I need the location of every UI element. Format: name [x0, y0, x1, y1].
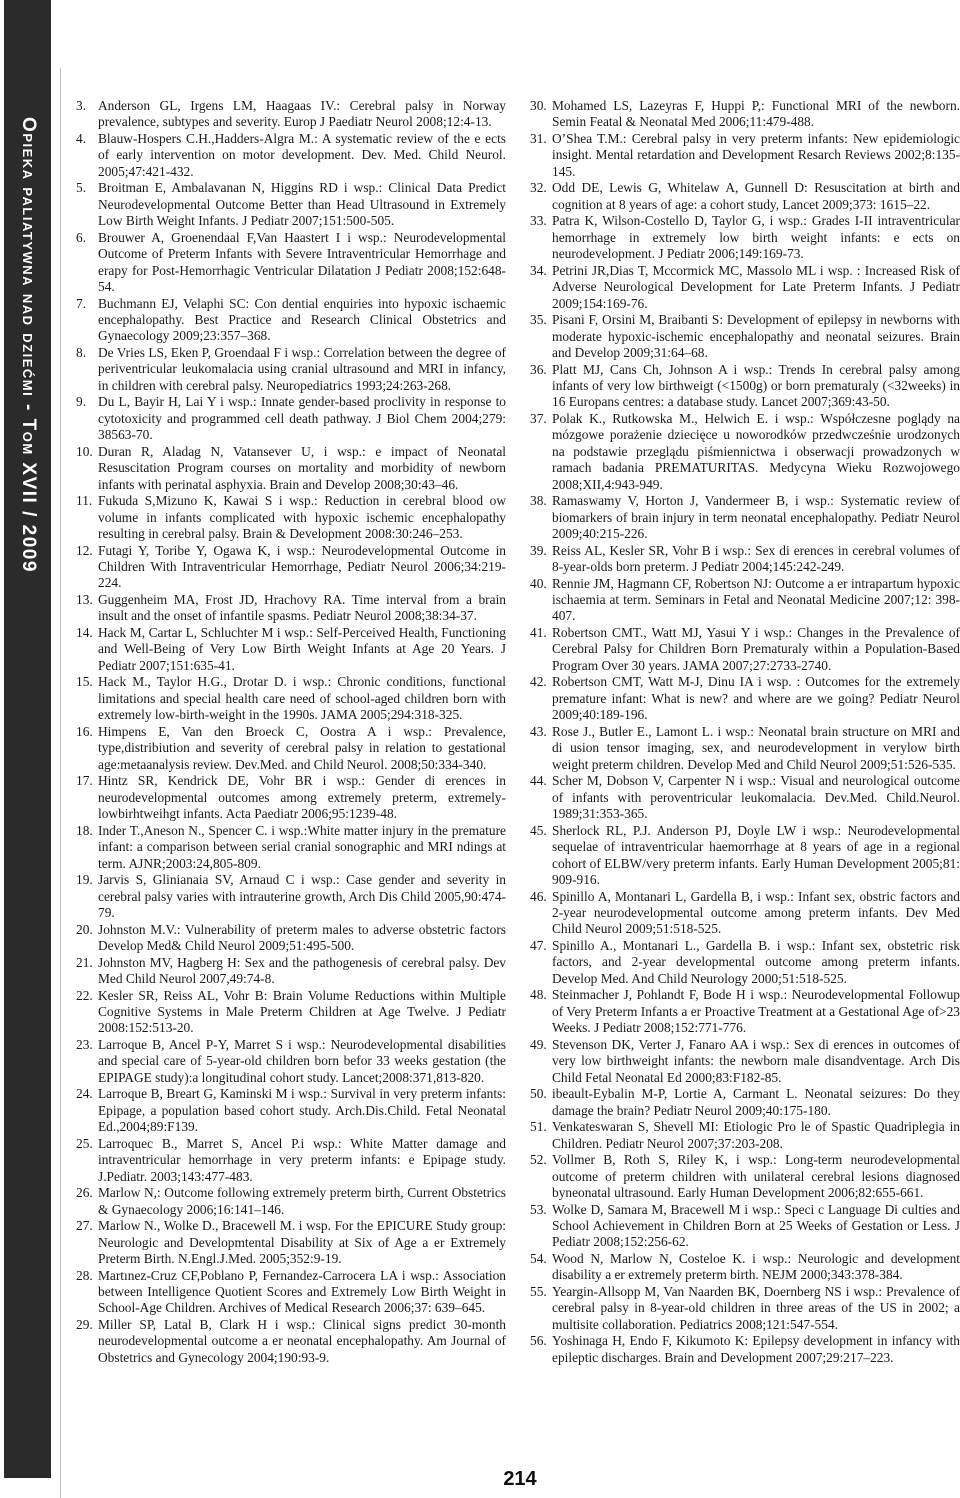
reference-number: 5.: [76, 180, 87, 196]
references-left-column: [76, 98, 506, 1366]
reference-number: 47.: [530, 937, 547, 953]
reference-number: 38.: [530, 493, 547, 509]
reference-number: 50.: [530, 1086, 547, 1102]
reference-text: Du L, Bayir H, Lai Y i wsp.: Innate gender-based proclivity in response to cytotoxicity and programmed cell death pathway. J Biol Chem 2004;279: 38563-70.: [98, 394, 506, 443]
reference-item: [76, 345, 506, 394]
reference-text: Kesler SR, Reiss AL, Vohr B: Brain Volume Reductions within Multiple Cognitive Systems in Male Preterm Children at Age Twelve. J Pediatr 2008:152:513-20.: [98, 987, 506, 1036]
reference-text: Robertson CMT., Watt MJ, Yasui Y i wsp.: Changes in the Prevalence of Cerebral Palsy for Children Born Prematuraly within a Population-Based Program Over 30 years. JAMA 2007;27:2733-2740.: [552, 625, 960, 673]
reference-number: 53.: [530, 1201, 547, 1217]
reference-item: [530, 312, 960, 361]
reference-number: 14.: [76, 625, 93, 641]
reference-number: 18.: [76, 822, 93, 838]
reference-item: [530, 1086, 960, 1119]
reference-item: [530, 213, 960, 262]
reference-number: 12.: [76, 542, 93, 558]
reference-text: Venkateswaran S, Shevell MI: Etiologic Pro le of Spastic Quadriplegia in Children. Pediatr Neurol 2007;37:203-208.: [552, 1119, 960, 1151]
reference-number: 21.: [76, 954, 93, 970]
reference-number: 44.: [530, 773, 547, 789]
reference-number: 33.: [530, 213, 547, 229]
reference-item: [530, 724, 960, 773]
reference-text: Hack M., Taylor H.G., Drotar D. i wsp.: Chronic conditions, functional limitations and special health care need of school-aged children born with extremely low-birth-weight in the 1990s. JAMA 2005;294:318-325.: [98, 674, 506, 723]
reference-text: Polak K., Rutkowska M., Helwich E. i wsp.: Współczesne poglądy na mózgowe porażenie dziecięce u noworodków przedwcześnie urodzonych na podstawie przeglądu piśmiennictwa i obserwacji prowadzonych w ramach badania PREMATURITAS. Medycyna Wieku Rozwojowego 2008;XII,4:943-949.: [552, 411, 960, 492]
reference-item: [530, 938, 960, 987]
reference-number: 35.: [530, 312, 547, 328]
reference-number: 26.: [76, 1185, 93, 1201]
reference-text: Ramaswamy V, Horton J, Vandermeer B, i wsp.: Systematic review of biomarkers of brain injury in term neonatal encephalopathy. Pediatr Neurol 2009;40:215-226.: [552, 493, 960, 542]
reference-number: 32.: [530, 180, 547, 196]
reference-text: Marlow N,: Outcome following extremely preterm birth, Current Obstetrics & Gynaecology 2006;16:141–146.: [98, 1185, 506, 1217]
reference-number: 10.: [76, 443, 93, 459]
reference-text: Broitman E, Ambalavanan N, Higgins RD i wsp.: Clinical Data Predict Neurodevelopmental Outcome Better than Head Ultrasound in Extremely Low Birth Weight Infants. J Pediatr 2007;151:500-505.: [98, 180, 506, 229]
references-right-column: [530, 98, 960, 1366]
reference-text: O’Shea T.M.: Cerebral palsy in very preterm infants: New epidemiologic insight. Mental retardation and Development Resarch Reviews 2002;8:135-145.: [552, 131, 960, 179]
reference-number: 41.: [530, 625, 547, 641]
reference-item: [76, 1218, 506, 1267]
reference-text: Inder T.,Aneson N., Spencer C. i wsp.:White matter injury in the premature infant: a comparison between serial cranial sonographic and MRI ndings at term. AJNR;2003:24,805-809.: [98, 822, 506, 871]
reference-number: 31.: [530, 131, 547, 146]
reference-item: [76, 394, 506, 443]
reference-item: [530, 180, 960, 213]
reference-text: Miller SP, Latal B, Clark H i wsp.: Clinical signs predict 30-month neurodevelopmental outcome a er neonatal encephalopathy. Am Journal of Obstetrics and Gynecology 2004;190:93-9.: [98, 1316, 506, 1365]
reference-number: 30.: [530, 98, 547, 113]
reference-text: Blauw-Hospers C.H.,Hadders-Algra M.: A systematic review of the e ects of early intervention on motor development. Dev. Med. Child Neurol. 2005;47:421-432.: [98, 131, 506, 179]
reference-text: Mohamed LS, Lazeyras F, Huppi P,: Functional MRI of the newborn. Semin Featal & Neonatal Med 2006;11:479-488.: [552, 98, 960, 130]
reference-item: [76, 180, 506, 229]
reference-text: De Vries LS, Eken P, Groendaal F i wsp.: Correlation between the degree of periventricular leukomalacia using cranial ultrasound and MRI in infancy, in children with cerebral palsy. Neuropediatrics 1993;24:263-268.: [98, 345, 506, 393]
reference-number: 4.: [76, 131, 87, 146]
reference-item: [530, 987, 960, 1036]
reference-item: [76, 724, 506, 773]
reference-item: [76, 1317, 506, 1366]
reference-number: 36.: [530, 361, 547, 377]
reference-number: 9.: [76, 394, 87, 410]
reference-text: Yeargin-Allsopp M, Van Naarden BK, Doernberg NS i wsp.: Prevalence of cerebral palsy in 8-year-old children in three areas of the US in 2002; a multisite collaboration. Pediatrics 2008;121:547-554.: [552, 1283, 960, 1332]
reference-item: [76, 592, 506, 625]
reference-number: 45.: [530, 822, 547, 838]
reference-item: [76, 872, 506, 921]
reference-text: Futagi Y, Toribe Y, Ogawa K, i wsp.: Neurodevelopmental Outcome in Children With Intraventricular Hemorrhage, Pediatr Neurol 2006;34:219-224.: [98, 542, 506, 591]
reference-number: 49.: [530, 1036, 547, 1052]
reference-item: [76, 625, 506, 674]
reference-number: 29.: [76, 1316, 93, 1332]
reference-item: [530, 773, 960, 822]
journal-header: Opieka paliatywna nad dziećmi - Tom XVII / 2009: [17, 117, 39, 573]
reference-item: [76, 296, 506, 345]
reference-item: [530, 1119, 960, 1152]
reference-number: 6.: [76, 229, 87, 245]
reference-text: Reiss AL, Kesler SR, Vohr B i wsp.: Sex di erences in cerebral volumes of 8-year-olds born preterm. J Pediatr 2004;145:242-249.: [552, 542, 960, 575]
reference-item: [530, 1251, 960, 1284]
reference-text: Petrini JR,Dias T, Mccormick MC, Massolo ML i wsp. : Increased Risk of Adverse Neurological Development for Late Preterm Infants. J Pediatr 2009;154:169-76.: [552, 262, 960, 311]
reference-item: [76, 131, 506, 180]
reference-number: 13.: [76, 592, 93, 608]
reference-text: Vollmer B, Roth S, Riley K, i wsp.: Long-term neurodevelopmental outcome of preterm children with unilateral cerebral lesions diagnosed byneonatal ultrasound. Early Human Development 2006;82:655-661.: [552, 1152, 960, 1200]
reference-text: Johnston MV, Hagberg H: Sex and the pathogenesis of cerebral palsy. Dev Med Child Neurol 2007,49:74-8.: [98, 954, 506, 986]
reference-item: [76, 1268, 506, 1317]
reference-text: Johnston M.V.: Vulnerability of preterm males to adverse obstetric factors Develop Med& Child Neurol 2009;51:495-500.: [98, 921, 506, 953]
reference-number: 52.: [530, 1152, 547, 1168]
reference-text: Larroque B, Breart G, Kaminski M i wsp.: Survival in very preterm infants: Epipage, a population based cohort study. Arch.Dis.Child. Fetal Neonatal Ed.,2004;89:F139.: [98, 1086, 506, 1135]
reference-text: Steinmacher J, Pohlandt F, Bode H i wsp.: Neurodevelopmental Followup of Very Preterm Infants a er Proactive Treatment at a Gestational Age of>23 Weeks. J Pediatr 2008;152:771-776.: [552, 987, 960, 1036]
reference-item: [76, 955, 506, 988]
reference-text: Wolke D, Samara M, Bracewell M i wsp.: Speci c Language Di culties and School Achievement in Children Born at 25 Weeks of Gestation or Less. J Pediatr 2008;152:256-62.: [552, 1201, 960, 1250]
reference-text: Larroquec B., Marret S, Ancel P.i wsp.: White Matter damage and intraventricular hemorrhage in very preterm infants: e Epipage study. J.Pediatr. 2003;143:477-483.: [98, 1135, 506, 1184]
reference-item: [76, 444, 506, 493]
reference-text: Robertson CMT, Watt M-J, Dinu IA i wsp. : Outcomes for the extremely premature infant: What is new? and where are we going? Pediatr Neurol 2009;40:189-196.: [552, 674, 960, 723]
reference-number: 46.: [530, 888, 547, 904]
reference-item: [530, 362, 960, 411]
reference-text: Odd DE, Lewis G, Whitelaw A, Gunnell D: Resuscitation at birth and cognition at 8 years of age: a cohort study, Lancet 2009;373: 1615–22.: [552, 180, 960, 212]
reference-number: 25.: [76, 1135, 93, 1151]
reference-number: 16.: [76, 723, 93, 739]
reference-text: Brouwer A, Groenendaal F,Van Haastert I i wsp.: Neurodevelopmental Outcome of Preterm Infants with Severe Intraventricular Hemorrhage and erapy for Post-Hemorrhagic Ventricular Dilatation J Pediatr 2008;152:648-54.: [98, 229, 506, 295]
reference-number: 43.: [530, 723, 547, 739]
reference-item: [76, 1185, 506, 1218]
reference-number: 24.: [76, 1086, 93, 1102]
reference-item: [76, 1037, 506, 1086]
reference-text: Wood N, Marlow N, Costeloe K. i wsp.: Neurologic and development disability a er extremely preterm birth. NEJM 2000;343:378-384.: [552, 1250, 960, 1283]
reference-item: [530, 674, 960, 723]
reference-item: [76, 674, 506, 723]
reference-text: Larroque B, Ancel P-Y, Marret S i wsp.: Neurodevelopmental disabilities and special care of 5-year-old children born befor 33 weeks gestation (the EPIPAGE study):a longitudinal cohort study. Lancet;2008:371,813-820.: [98, 1036, 506, 1085]
reference-number: 28.: [76, 1267, 93, 1283]
reference-number: 3.: [76, 98, 87, 113]
reference-text: Fukuda S,Mizuno K, Kawai S i wsp.: Reduction in cerebral blood ow volume in infants complicated with hypoxic ischemic encephalopathy resulting in cerebral palsy. Brain & Development 2008:30:246–253.: [98, 493, 506, 542]
reference-number: 7.: [76, 295, 87, 311]
reference-item: [76, 922, 506, 955]
margin-rule: [60, 68, 61, 1498]
reference-item: [530, 889, 960, 938]
reference-item: [530, 823, 960, 889]
reference-number: 48.: [530, 987, 547, 1003]
reference-item: [530, 1037, 960, 1086]
reference-item: [530, 1333, 960, 1366]
reference-text: Platt MJ, Cans Ch, Johnson A i wsp.: Trends In cerebral palsy among infants of very low birthweigt (<1500g) or born prematuraly (<32weeks) in 16 Europans centres: a database study. Lancet 2007;369:43-50.: [552, 361, 960, 410]
reference-number: 22.: [76, 987, 93, 1003]
reference-text: Jarvis S, Glinianaia SV, Arnaud C i wsp.: Case gender and severity in cerebral palsy varies with intrauterine growth, Arch Dis Child 2005,90:474-79.: [98, 872, 506, 920]
reference-item: [530, 543, 960, 576]
reference-text: Stevenson DK, Verter J, Fanaro AA i wsp.: Sex di erences in outcomes of very low birthweight infants: the newborn male disandventage. Arch Dis Child Fetal Neonatal Ed 2000;83:F182-85.: [552, 1036, 960, 1085]
reference-text: Scher M, Dobson V, Carpenter N i wsp.: Visual and neurological outcome of infants with peroventricular leukomalacia. Dev.Med. Child.Neurol. 1989;31:353-365.: [552, 773, 960, 822]
reference-text: Guggenheim MA, Frost JD, Hrachovy RA. Time interval from a brain insult and the onset of infantile spasms. Pediatr Neurol 2008;38:34-37.: [98, 592, 506, 624]
reference-number: 15.: [76, 674, 93, 690]
reference-number: 42.: [530, 674, 547, 690]
reference-text: Spinillo A., Montanari L., Gardella B. i wsp.: Infant sex, obstetric risk factors, and 2-year developmental outcome among preterm infants. Develop Med. And Child Neurology 2000;51:518-525.: [552, 937, 960, 986]
reference-item: [76, 98, 506, 131]
reference-item: [530, 493, 960, 542]
reference-number: 27.: [76, 1218, 93, 1234]
reference-number: 19.: [76, 872, 93, 888]
journal-header-container: [4, 0, 51, 690]
reference-text: Hintz SR, Kendrick DE, Vohr BR i wsp.: Gender di erences in neurodevelopmental outcomes among extremely preterm, extremely-lowbirhtweihgt infants. Acta Paediatr 2006;95:1239-48.: [98, 773, 506, 822]
reference-item: [530, 98, 960, 131]
reference-text: Yoshinaga H, Endo F, Kikumoto K: Epilepsy development in infancy with epileptic discharges. Brain and Development 2007;29:217–223.: [552, 1333, 960, 1365]
reference-item: [76, 823, 506, 872]
reference-text: Rennie JM, Hagmann CF, Robertson NJ: Outcome a er intrapartum hypoxic ischaemia at term. Seminars in Fetal and Neonatal Medicine 2007;12: 398-407.: [552, 575, 960, 624]
reference-text: Sherlock RL, P.J. Anderson PJ, Doyle LW i wsp.: Neurodevelopmental sequelae of intraventricular haemorrhage at 8 years of age in a regional cohort of ELBW/very preterm infants. Early Human Development 2005;81: 909-916.: [552, 822, 960, 887]
reference-item: [530, 625, 960, 674]
reference-number: 56.: [530, 1333, 547, 1349]
reference-text: Martınez-Cruz CF,Poblano P, Fernandez-Carrocera LA i wsp.: Association between Intelligence Quotient Scores and Extremely Low Birth Weight in School-Age Children. Archives of Medical Research 2006;37: 639–645.: [98, 1267, 506, 1316]
reference-number: 8.: [76, 345, 87, 361]
reference-item: [76, 988, 506, 1037]
reference-text: Duran R, Aladag N, Vatansever U, i wsp.: e impact of Neonatal Resuscitation Program courses on mortality and morbidity of newborn infants with perinatal asphyxia. Brain and Develop 2008;30:43–46.: [98, 443, 506, 492]
reference-number: 39.: [530, 542, 547, 558]
reference-text: Buchmann EJ, Velaphi SC: Con dential enquiries into hypoxic ischaemic encephalopathy. Best Practice and Research Clinical Obstetrics and Gynaecology 2009;23:357–368.: [98, 295, 506, 344]
reference-number: 37.: [530, 411, 547, 427]
reference-item: [530, 263, 960, 312]
reference-text: Pisani F, Orsini M, Braibanti S: Development of epilepsy in newborns with moderate hypoxic-ischemic encephalopathy and neonatal seizures. Brain and Develop 2009;31:64–68.: [552, 312, 960, 361]
reference-item: [530, 1284, 960, 1333]
reference-text: Spinillo A, Montanari L, Gardella B, i wsp.: Infant sex, obstric factors and 2-year neurodevelopmental outcome among preterm infants. Dev Med Child Neurol 2009;51:518-525.: [552, 888, 960, 937]
reference-number: 34.: [530, 262, 547, 278]
reference-item: [76, 1086, 506, 1135]
reference-item: [530, 1152, 960, 1201]
reference-number: 40.: [530, 575, 547, 591]
reference-text: Himpens E, Van den Broeck C, Oostra A i wsp.: Prevalence, type,distribiution and severity of cerebral palsy in relation to gestational age:metaanalysis review. Dev.Med. and Child Neurol. 2008;50:334-340.: [98, 723, 506, 772]
journal-side-band: [0, 0, 52, 1491]
reference-text: Hack M, Cartar L, Schluchter M i wsp.: Self-Perceived Health, Functioning and Well-Being of Very Low Birth Weight Infants at Age 20 Years. J Pediatr 2007;151:635-41.: [98, 625, 506, 673]
reference-item: [530, 131, 960, 180]
reference-number: 54.: [530, 1250, 547, 1266]
reference-text: ibeault-Eybalin M-P, Lortie A, Carmant L. Neonatal seizures: Do they damage the brain? Pediatr Neurol 2009;40:175-180.: [552, 1086, 960, 1118]
reference-item: [76, 230, 506, 296]
reference-number: 51.: [530, 1119, 547, 1135]
reference-text: Rose J., Butler E., Lamont L. i wsp.: Neonatal brain structure on MRI and di usion tensor imaging, sex, and neurodevelopment in verylow birth weight preterm children. Develop Med and Child Neurol 2009;51:526-535.: [552, 723, 960, 772]
reference-number: 20.: [76, 921, 93, 937]
reference-number: 55.: [530, 1283, 547, 1299]
reference-text: Marlow N., Wolke D., Bracewell M. i wsp. For the EPICURE Study group: Neurologic and Developmtental Disability at Six of Age a er Extremely Preterm Birth. N.Engl.J.Med. 2005;352:9-19.: [98, 1218, 506, 1266]
reference-item: [76, 773, 506, 822]
reference-number: 11.: [76, 493, 93, 509]
reference-item: [76, 543, 506, 592]
reference-text: Anderson GL, Irgens LM, Haagaas IV.: Cerebral palsy in Norway prevalence, subtypes and severity. Europ J Paediatr Neurol 2008;12:4-13.: [98, 98, 506, 130]
reference-item: [530, 411, 960, 493]
reference-text: Patra K, Wilson-Costello D, Taylor G, i wsp.: Grades I-II intraventricular hemorrhage in extremely low birth weight infants: e ects on neurodevelopment. J Pediatr 2006;149:169-73.: [552, 213, 960, 262]
reference-number: 17.: [76, 773, 93, 789]
reference-item: [76, 493, 506, 542]
reference-number: 23.: [76, 1036, 93, 1052]
reference-item: [530, 1202, 960, 1251]
reference-item: [76, 1136, 506, 1185]
reference-item: [530, 576, 960, 625]
page-number: 214: [503, 1468, 537, 1490]
